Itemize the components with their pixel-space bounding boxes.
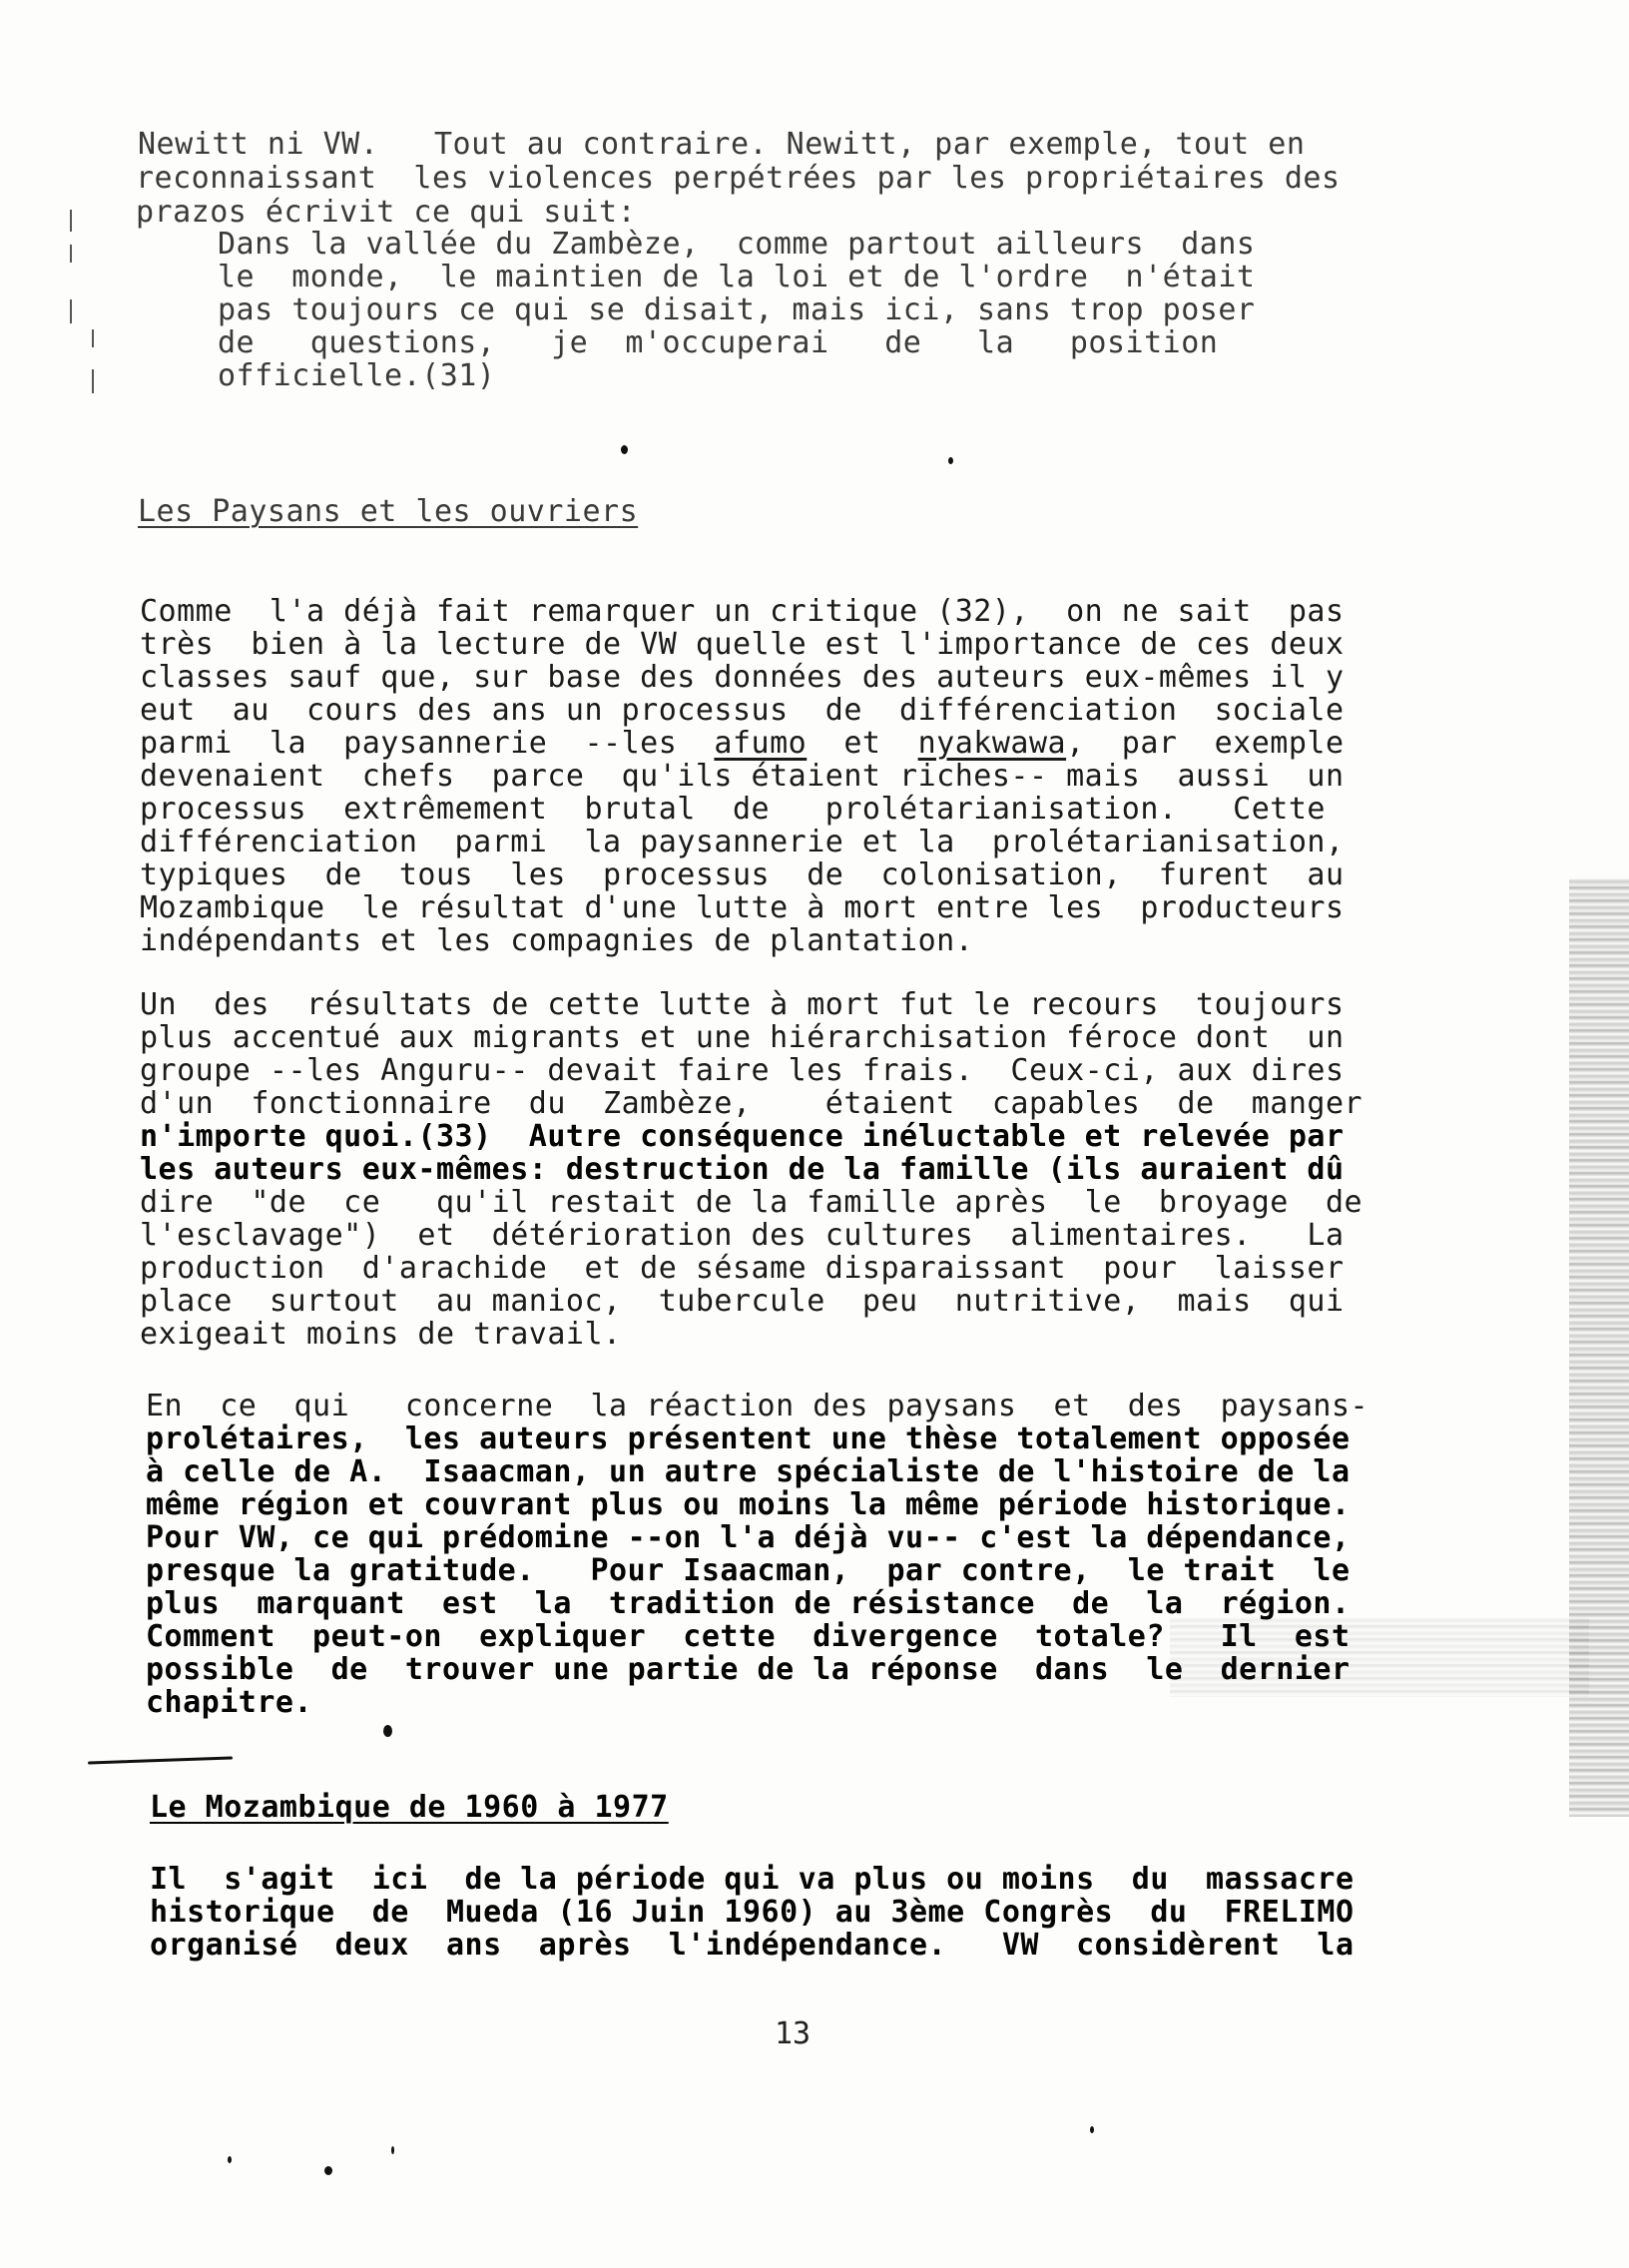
s1-p3-line-9: possible de trouver une partie de la réponse dans le dernier (146, 1652, 1351, 1687)
s1-p2-line-2: plus accentué aux migrants et une hiérarchisation féroce dont un (140, 1020, 1345, 1055)
s1-p1-line-3: classes sauf que, sur base des données des auteurs eux-mêmes il y (140, 660, 1345, 695)
s1-p3-line-4: même région et couvrant plus ou moins la même période historique. (146, 1487, 1351, 1522)
s1-p1-line-5-suffix: , par exemple (1066, 726, 1345, 761)
s1-p2-line-11: exigeait moins de travail. (140, 1317, 622, 1352)
s1-p3-line-5: Pour VW, ce qui prédomine --on l'a déjà vu-- c'est la dépendance, (146, 1520, 1351, 1555)
s1-p3-line-10: chapitre. (146, 1685, 313, 1720)
s1-p3-line-8: Comment peut-on expliquer cette divergence totale? Il est (146, 1619, 1351, 1654)
quote-line-4: de questions, je m'occuperai de la position (218, 325, 1219, 360)
s1-p2-line-3: groupe --les Anguru-- devait faire les frais. Ceux-ci, aux dires (140, 1053, 1345, 1088)
s2-p1-line-2: historique de Mueda (16 Juin 1960) au 3ème Congrès du FRELIMO (150, 1895, 1355, 1930)
s1-p1-line-1: Comme l'a déjà fait remarquer un critique (32), on ne sait pas (140, 594, 1345, 629)
scan-speck (383, 1725, 392, 1737)
margin-mark (70, 245, 72, 263)
term-nyakwawa: nyakwawa (917, 726, 1067, 761)
s1-p1-line-5-mid: et (807, 726, 918, 761)
scan-speck (324, 2166, 332, 2175)
intro-line-3: prazos écrivit ce qui suit: (136, 195, 637, 230)
intro-line-2: reconnaissant les violences perpétrées par les propriétaires des (136, 161, 1341, 196)
scan-speck (621, 445, 628, 454)
s1-p2-line-4: d'un fonctionnaire du Zambèze, étaient capables de manger (140, 1086, 1363, 1121)
s1-p1-line-7: processus extrêmement brutal de prolétarianisation. Cette (140, 792, 1326, 827)
quote-line-2: le monde, le maintien de la loi et de l'ordre n'était (218, 260, 1256, 294)
s1-p3-line-6: presque la gratitude. Pour Isaacman, par contre, le trait le (146, 1553, 1351, 1588)
quote-line-1: Dans la vallée du Zambèze, comme partout ailleurs dans (218, 227, 1256, 262)
margin-mark (70, 210, 72, 232)
s1-p3-line-7: plus marquant est la tradition de résistance de la région. (146, 1586, 1351, 1621)
s1-p1-line-11: indépendants et les compagnies de plantation. (140, 923, 974, 958)
term-afumo: afumo (714, 726, 808, 761)
s1-p1-line-6: devenaient chefs parce qu'ils étaient riches-- mais aussi un (140, 759, 1345, 794)
margin-mark (92, 329, 94, 347)
quote-line-3: pas toujours ce qui se disait, mais ici, sans trop poser (218, 292, 1256, 327)
section-heading-mozambique: Le Mozambique de 1960 à 1977 (150, 1790, 669, 1825)
quote-line-5: officielle.(31) (218, 358, 496, 393)
scan-speck (228, 2156, 232, 2163)
s1-p2-line-9: production d'arachide et de sésame disparaissant pour laisser (140, 1251, 1345, 1286)
s1-p1-line-2: très bien à la lecture de VW quelle est l'importance de ces deux (140, 627, 1345, 662)
s1-p3-line-1: En ce qui concerne la réaction des paysans et des paysans- (146, 1389, 1369, 1423)
s1-p2-line-6: les auteurs eux-mêmes: destruction de la famille (ils auraient dû (140, 1152, 1345, 1187)
s1-p2-line-1: Un des résultats de cette lutte à mort fut le recours toujours (140, 987, 1345, 1022)
scan-noise-edge (1170, 1617, 1589, 1697)
scan-speck (391, 2146, 394, 2154)
scan-scratch (88, 1756, 233, 1764)
s1-p3-line-3: à celle de A. Isaacman, un autre spécialiste de l'histoire de la (146, 1454, 1351, 1489)
s1-p2-line-10: place surtout au manioc, tubercule peu nutritive, mais qui (140, 1284, 1345, 1319)
s1-p2-line-8: l'esclavage") et détérioration des cultures alimentaires. La (140, 1218, 1345, 1253)
s2-p1-line-3: organisé deux ans après l'indépendance. VW considèrent la (150, 1928, 1355, 1963)
s1-p2-line-5: n'importe quoi.(33) Autre conséquence inéluctable et relevée par (140, 1119, 1345, 1154)
page-number: 13 (775, 2016, 812, 2051)
s1-p1-line-5-prefix: parmi la paysannerie --les (140, 726, 715, 761)
s1-p1-line-4: eut au cours des ans un processus de différenciation sociale (140, 693, 1345, 728)
intro-line-1: Newitt ni VW. Tout au contraire. Newitt, par exemple, tout en (138, 127, 1306, 162)
margin-mark (92, 369, 94, 393)
s1-p1-line-10: Mozambique le résultat d'une lutte à mort entre les producteurs (140, 890, 1345, 925)
section-heading-paysans: Les Paysans et les ouvriers (138, 494, 639, 529)
s1-p1-line-8: différenciation parmi la paysannerie et la prolétarianisation, (140, 825, 1345, 859)
s1-p2-line-7: dire "de ce qu'il restait de la famille après le broyage de (140, 1185, 1363, 1220)
s1-p3-line-2: prolétaires, les auteurs présentent une thèse totalement opposée (146, 1421, 1351, 1456)
scan-speck (1090, 2126, 1094, 2133)
margin-mark (70, 299, 72, 323)
s2-p1-line-1: Il s'agit ici de la période qui va plus ou moins du massacre (150, 1862, 1355, 1897)
s1-p1-line-5 (140, 727, 1345, 760)
s1-p1-line-9: typiques de tous les processus de colonisation, furent au (140, 857, 1345, 892)
scan-speck (948, 457, 953, 464)
